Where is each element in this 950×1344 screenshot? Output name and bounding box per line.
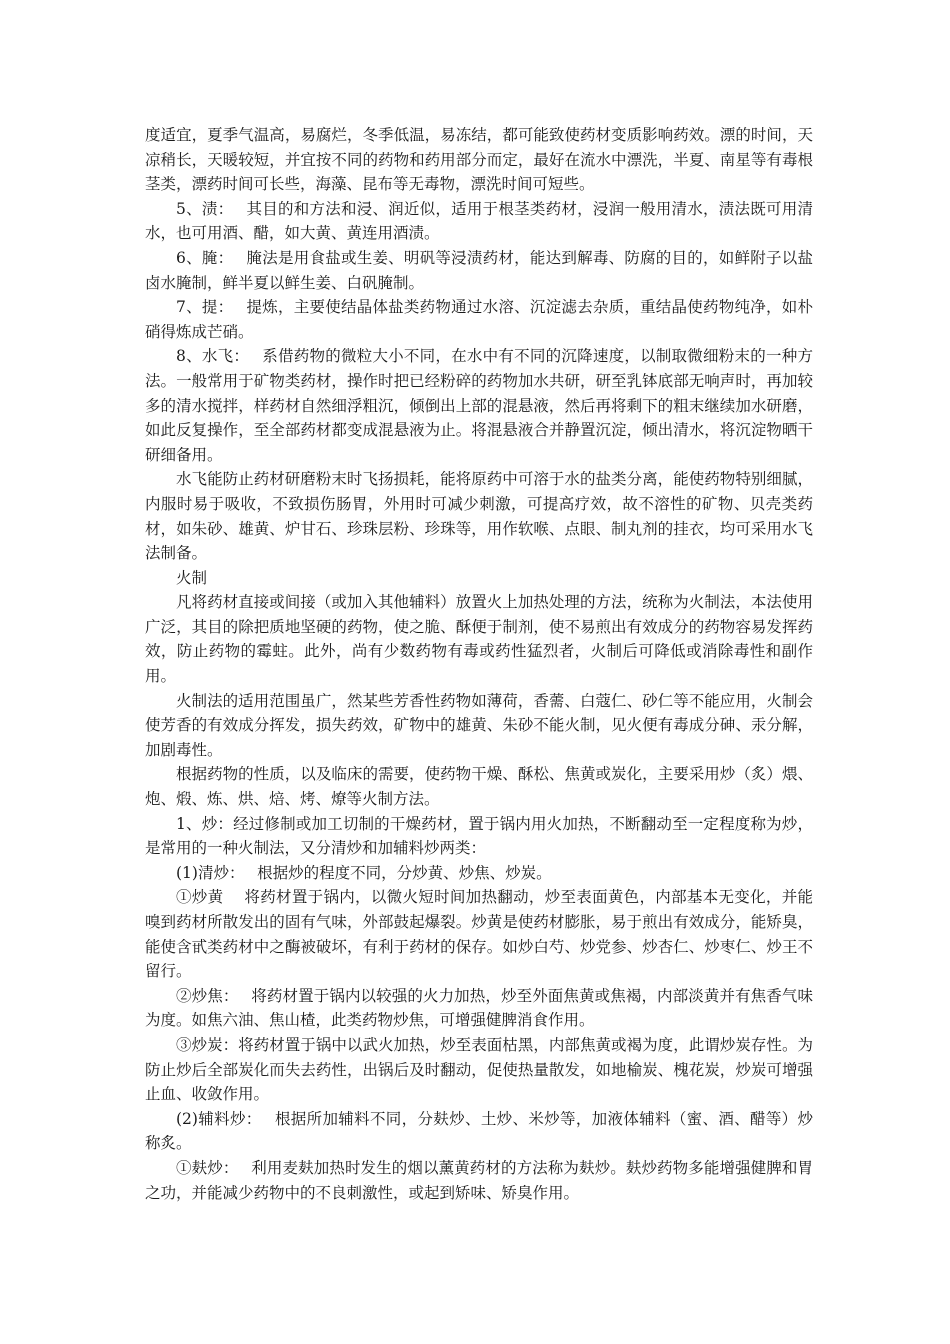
paragraph-soaking-continued: 度适宜，夏季气温高，易腐烂，冬季低温，易冻结，都可能致使药材变质影响药效。漂的时间，天凉稍长，天暖较短，并宜按不同的药物和药用部分而定，最好在流水中漂洗，半夏、南星等有毒根茎类，漂药时间可长些，海藻、昆布等无毒物，漂洗时间可短些。 — [145, 126, 813, 194]
paragraph-chaotan: ③炒炭：将药材置于锅中以武火加热，炒至表面枯黑，内部焦黄或褐为度，此谓炒炭存性。为防止炒后全部炭化而失去药性，出锅后及时翻动，促使热量散发，如地榆炭、槐花炭，炒炭可增强止血、收敛作用。 — [145, 1035, 813, 1104]
paragraph-huozhi-definition: 凡将药材直接或间接（或加入其他辅料）放置火上加热处理的方法，统称为火制法，本法使用广泛，其目的除把质地坚硬的药物，使之脆、酥便于制剂，使不易煎出有效成分的药物容易发挥药效，防止药物的霉蛀。此外，尚有少数药物有毒或药性猛烈者，火制后可降低或消除毒性和副作用。 — [145, 593, 813, 686]
paragraph-chaohuang: ①炒黄 将药材置于锅内，以微火短时间加热翻动，炒至表面黄色，内部基本无变化，并能嗅到药材所散发出的固有气味，外部鼓起爆裂。炒黄是使药材膨胀，易于煎出有效成分，能矫臭，能使含甙类药材中之酶被破坏，有利于药材的保存。如炒白芍、炒党参、炒杏仁、炒枣仁、炒王不留行。 — [145, 888, 813, 981]
document-page — [145, 123, 813, 1205]
paragraph-ti: 7、提： 提炼，主要使结晶体盐类药物通过水溶、沉淀滤去杂质，重结晶使药物纯净，如朴硝得炼成芒硝。 — [145, 298, 813, 341]
paragraph-huozhi-scope: 火制法的适用范围虽广，然某些芳香性药物如薄荷，香薷、白蔻仁、砂仁等不能应用，火制会使芳香的有效成分挥发，损失药效，矿物中的雄黄、朱砂不能火制，见火便有毒成分砷、汞分解，加剧毒性。 — [145, 691, 813, 759]
paragraph-zi: 5、渍： 其目的和方法和浸、润近似，适用于根茎类药材，浸润一般用清水，渍法既可用清水，也可用酒、醋，如大黄、黄连用酒渍。 — [145, 199, 813, 243]
paragraph-fuchao: ①麸炒： 利用麦麸加热时发生的烟以薰黄药材的方法称为麸炒。麸炒药物多能增强健脾和胃之功，并能减少药物中的不良刺激性，或起到矫味、矫臭作用。 — [145, 1158, 813, 1202]
paragraph-chaojiao: ②炒焦： 将药材置于锅内以较强的火力加热，炒至外面焦黄或焦褐，内部淡黄并有焦香气味为度。如焦六油、焦山楂，此类药物炒焦，可增强健脾消食作用。 — [145, 986, 813, 1030]
paragraph-shuifei-benefits: 水飞能防止药材研磨粉末时飞扬损耗，能将原药中可溶于水的盐类分离，能使药物特别细腻，内服时易于吸收，不致损伤肠胃，外用时可减少刺激，可提高疗效，故不溶性的矿物、贝壳类药材，如朱砂、雄黄、炉甘石、珍珠层粉、珍珠等，用作软喉、点眼、制丸剂的挂衣，均可采用水飞法制备。 — [145, 470, 813, 563]
paragraph-shuifei: 8、水飞： 系借药物的微粒大小不同，在水中有不同的沉降速度，以制取微细粉末的一种方法。一般常用于矿物类药材，操作时把已经粉碎的药物加水共研，研至乳钵底部无响声时，再加较多的清水搅拌，样药材自然细浮粗沉，倾倒出上部的混悬液，然后再将剩下的粗末继续加水研磨，如此反复操作，至全部药材都变成混悬液为止。将混悬液合并静置沉淀，倾出清水，将沉淀物晒干研细备用。 — [145, 347, 813, 464]
paragraph-huozhi-methods: 根据药物的性质，以及临床的需要，使药物干燥、酥松、焦黄或炭化，主要采用炒（炙）煨、炮、煅、炼、烘、焙、烤、燎等火制方法。 — [145, 765, 813, 809]
paragraph-fuliaochao: (2)辅料炒： 根据所加辅料不同，分麸炒、土炒、米炒等，加液体辅料（蜜、酒、醋等）炒称炙。 — [145, 1109, 813, 1153]
section-heading-huozhi: 火制 — [176, 568, 208, 587]
paragraph-qingchao: (1)清炒： 根据炒的程度不同，分炒黄、炒焦、炒炭。 — [176, 863, 552, 882]
paragraph-chao: 1、炒：经过修制或加工切制的干燥药材，置于锅内用火加热，不断翻动至一定程度称为炒，是常用的一种火制法，又分清炒和加辅料炒两类： — [145, 814, 813, 858]
paragraph-yan: 6、腌： 腌法是用食盐或生姜、明矾等浸渍药材，能达到解毒、防腐的目的，如鲜附子以盐卤水腌制，鲜半夏以鲜生姜、白矾腌制。 — [145, 248, 813, 292]
